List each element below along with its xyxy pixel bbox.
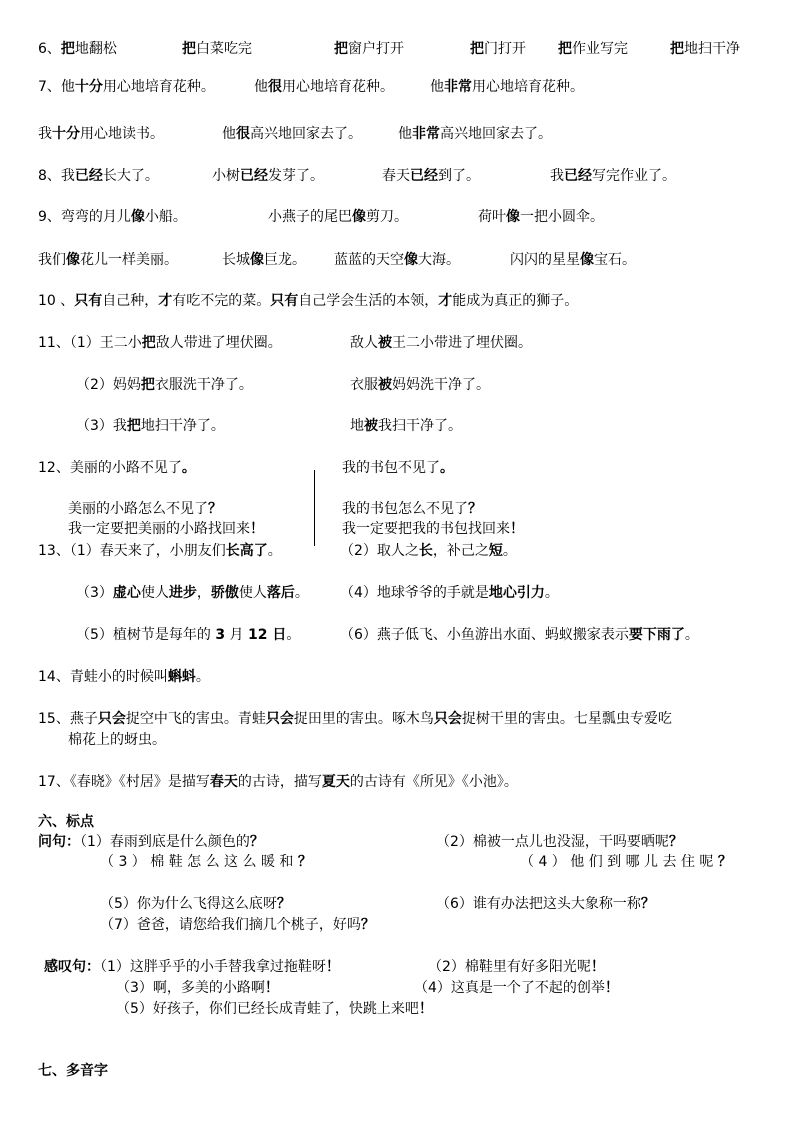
text-run: 自己学会生活的本领， (298, 293, 439, 309)
bold-text: ！ (510, 521, 524, 537)
text-line-l8-part-1 (212, 167, 324, 186)
bold-text: 夏天 (321, 774, 350, 790)
bold-text: 落后 (266, 585, 295, 601)
bold-text: 问句： (38, 834, 80, 850)
text-run: 6、 (38, 41, 61, 57)
bold-text: 短 (488, 543, 503, 559)
text-run: 他 (222, 126, 236, 142)
bold-text: 只会 (265, 711, 294, 727)
text-line-l11b-part-1 (350, 376, 490, 395)
text-line-l17-part-0 (38, 773, 518, 792)
bold-text: 地心引力 (488, 585, 545, 601)
bold-text: 被 (364, 418, 378, 434)
bold-text: 感叹句： (44, 959, 100, 975)
text-run: 使人 (238, 585, 267, 601)
bold-text: 把 (182, 41, 196, 57)
bold-text: ！ (264, 980, 279, 996)
bold-text: 像 (506, 209, 520, 225)
text-run: 高兴地回家去了。 (440, 126, 552, 142)
text-run: 高兴地回家去了。 (250, 126, 362, 142)
text-run: 地扫干净 (684, 41, 740, 57)
text-line-l13c-part-1 (340, 626, 699, 645)
text-run: 到了。 (438, 168, 480, 184)
text-run: （4）地球爷爷的手就是 (340, 585, 489, 601)
text-line-e2-part-1 (414, 979, 619, 998)
text-run: 大海。 (418, 252, 460, 268)
bold-text: 非常 (444, 79, 472, 95)
bold-text: 被 (378, 377, 392, 393)
text-line-l11b-part-0 (76, 376, 253, 395)
bold-text: 只会 (97, 711, 126, 727)
bold-text: 已经 (410, 168, 438, 184)
text-line-l9b-part-3 (510, 251, 636, 270)
text-line-l9b-part-1 (222, 251, 306, 270)
text-run: 。 (544, 585, 559, 601)
bold-text: ！ (604, 980, 619, 996)
text-run: 能成为真正的狮子。 (452, 293, 579, 309)
text-run: 的古诗有《所见》《小池》。 (349, 774, 518, 790)
bold-text: 进步 (168, 585, 197, 601)
text-run: （5）你为什么飞得这么底呀 (100, 896, 277, 912)
bold-text: 把 (470, 41, 484, 57)
text-line-l8-part-0 (38, 167, 159, 186)
bold-text: 把 (141, 335, 156, 351)
text-run: （5）植树节是每年的 (76, 627, 216, 643)
bold-text: 把 (60, 41, 75, 57)
text-run: 我的书包不见了 (342, 460, 440, 476)
bold-text: 被 (378, 335, 392, 351)
text-run: 一把小圆伞。 (520, 209, 604, 225)
bold-text: 才 (438, 293, 453, 309)
bold-text: ？ (668, 834, 683, 850)
text-run: 小树 (212, 168, 240, 184)
text-line-l9-part-0 (38, 208, 187, 227)
text-run: 地翻松 (74, 41, 117, 57)
bold-text: 虚心 (112, 585, 141, 601)
text-run: 13、（1）春天来了，小朋友们 (38, 543, 226, 559)
text-run: 剪刀。 (366, 209, 408, 225)
text-run: 我一定要把我的书包找回来 (342, 521, 510, 537)
bold-text: ？ (640, 896, 655, 912)
text-line-q2-part-1 (520, 853, 732, 872)
text-run: （ 3 ） 棉 鞋 怎 么 这 么 暖 和 (100, 854, 298, 870)
text-run: 宝石。 (594, 252, 636, 268)
text-run: 15、燕子 (38, 711, 98, 727)
bold-text: ！ (590, 959, 605, 975)
text-run: （2）棉被一点儿也没湿，干吗要晒呢 (436, 834, 669, 850)
bold-text: 像 (404, 252, 418, 268)
text-run: 。 (286, 627, 301, 643)
text-line-e3-part-0 (116, 1000, 433, 1019)
text-run: （ 4 ） 他 们 到 哪 儿 去 住 呢 (520, 854, 718, 870)
text-line-l7b-part-2 (398, 125, 552, 144)
text-run: 小燕子的尾巴 (268, 209, 352, 225)
text-line-l11c-part-1 (350, 417, 462, 436)
bold-text: 已经 (74, 168, 103, 184)
text-run: （3）我 (76, 418, 127, 434)
text-line-l8-part-3 (550, 167, 676, 186)
text-run: 长城 (222, 252, 250, 268)
text-run: （1）这胖乎乎的小手替我拿过拖鞋呀 (100, 959, 326, 975)
text-line-l6-part-0 (38, 40, 117, 59)
text-run: （1）春雨到底是什么颜色的 (80, 834, 250, 850)
text-run: 。 (502, 543, 517, 559)
text-run: 。 (267, 543, 282, 559)
text-run: 月 (225, 627, 249, 643)
text-line-l6-part-4 (558, 40, 628, 59)
bold-text: ！ (418, 1001, 433, 1017)
bold-text: ？ (276, 896, 291, 912)
text-run: 12、美丽的小路不见了 (38, 460, 182, 476)
text-run: 用心地培育花种。 (102, 79, 215, 95)
text-line-l9b-part-2 (334, 251, 460, 270)
text-line-l11a-part-1 (350, 334, 532, 353)
text-line-q3-part-1 (436, 895, 655, 914)
text-run: （2）取人之 (340, 543, 419, 559)
text-line-l9-part-2 (478, 208, 604, 227)
bold-text: 像 (250, 252, 264, 268)
text-run: 8、我 (38, 168, 75, 184)
text-line-l13a-part-1 (340, 542, 517, 561)
bold-text: 蝌蚪 (167, 669, 196, 685)
text-run: （3）啊，多美的小路啊 (116, 980, 265, 996)
text-line-l13c-part-0 (76, 626, 300, 645)
text-line-l12c-part-0 (68, 520, 264, 539)
text-line-q4-part-0 (100, 916, 375, 935)
text-run: 11、（1）王二小 (38, 335, 142, 351)
bold-text: 像 (352, 209, 366, 225)
bold-text: 。 (181, 460, 196, 476)
text-line-l13b-part-1 (340, 584, 559, 603)
text-line-q1-part-1 (436, 833, 683, 852)
text-line-l13a-part-0 (38, 542, 282, 561)
text-run: 我们 (38, 252, 66, 268)
bold-text: ？ (717, 854, 732, 870)
text-run: 蓝蓝的天空 (334, 252, 404, 268)
text-run: （2）妈妈 (76, 377, 141, 393)
text-run: 使人 (140, 585, 169, 601)
text-line-l7-part-2 (430, 78, 584, 97)
text-line-l14-part-0 (38, 668, 210, 687)
text-line-q2-part-0 (100, 853, 312, 872)
text-run: 荷叶 (478, 209, 506, 225)
text-run: （2）棉鞋里有好多阳光呢 (428, 959, 591, 975)
text-line-l6-part-1 (182, 40, 252, 59)
bold-text: 像 (66, 252, 80, 268)
text-line-l11c-part-0 (76, 417, 225, 436)
text-run: 作业写完 (572, 41, 628, 57)
text-run: 9、弯弯的月儿 (38, 209, 131, 225)
text-run: 7、他 (38, 79, 75, 95)
text-run: 我一定要把美丽的小路找回来 (68, 521, 250, 537)
bold-text: 很 (236, 126, 250, 142)
text-run: ，补己之 (432, 543, 489, 559)
text-line-e1-part-1 (428, 958, 605, 977)
text-line-q1-part-0 (38, 833, 264, 852)
text-line-l7b-part-0 (38, 125, 164, 144)
bold-text: 。 (440, 460, 454, 476)
text-run: 14、青蛙小的时候叫 (38, 669, 168, 685)
bold-text: 才 (158, 293, 173, 309)
text-run: 棉花上的蚜虫。 (68, 732, 166, 748)
text-run: 王二小带进了埋伏圈。 (392, 335, 532, 351)
text-run: 我 (550, 168, 564, 184)
text-line-l6-part-2 (334, 40, 404, 59)
bold-text: 3 (215, 627, 226, 643)
text-line-l13b-part-0 (76, 584, 309, 603)
bold-text: 12 (248, 627, 268, 643)
bold-text: 六、标点 (38, 814, 94, 830)
text-run: 他 (254, 79, 268, 95)
text-run: 用心地读书。 (80, 126, 164, 142)
text-run: 捉空中飞的害虫。青蛙 (125, 711, 266, 727)
text-line-l8-part-2 (382, 167, 480, 186)
text-run: （7）爸爸，请您给我们摘几个桃子，好吗 (100, 917, 361, 933)
text-line-l7b-part-1 (222, 125, 362, 144)
bold-text: 骄傲 (210, 585, 239, 601)
bold-text: ？ (297, 854, 312, 870)
text-run: 他 (430, 79, 444, 95)
text-run: 窗户打开 (348, 41, 404, 57)
text-run: 17、《春晓》《村居》是描写 (38, 774, 210, 790)
text-run: （6）谁有办法把这头大象称一称 (436, 896, 641, 912)
bold-text: 十分 (74, 79, 103, 95)
text-run: 敌人带进了埋伏圈。 (155, 335, 282, 351)
text-line-l12b-part-1 (342, 500, 482, 519)
text-run: 地扫干净了。 (140, 418, 225, 434)
text-run: 写完作业了。 (592, 168, 676, 184)
bold-text: 把 (140, 377, 155, 393)
text-run: 衣服 (350, 377, 378, 393)
bold-text: 把 (126, 418, 141, 434)
text-run: 闪闪的星星 (510, 252, 580, 268)
text-run: （3） (76, 585, 113, 601)
bold-text: 只会 (433, 711, 462, 727)
text-line-l6-part-3 (470, 40, 526, 59)
bold-text: 把 (334, 41, 348, 57)
text-line-l10-part-0 (38, 292, 578, 311)
bold-text: 长高了 (225, 543, 268, 559)
bold-text: ？ (208, 501, 222, 517)
bold-text: 把 (670, 41, 684, 57)
text-run: ， (196, 585, 211, 601)
text-line-l11a-part-0 (38, 334, 282, 353)
text-run: 发芽了。 (268, 168, 324, 184)
bold-text: ？ (468, 501, 482, 517)
bold-text: 已经 (564, 168, 592, 184)
bold-text: 春天 (209, 774, 238, 790)
bold-text: 七、多音字 (38, 1063, 108, 1079)
text-line-e2-part-0 (116, 979, 279, 998)
bold-text: ！ (325, 959, 340, 975)
bold-text: 非常 (412, 126, 440, 142)
bold-text: 十分 (52, 126, 80, 142)
bold-text: 只有 (74, 293, 103, 309)
text-run: 小船。 (144, 209, 187, 225)
text-run: 门打开 (484, 41, 526, 57)
text-run: 的古诗，描写 (237, 774, 322, 790)
text-run: （5）好孩子，你们已经长成青蛙了，快跳上来吧 (116, 1001, 419, 1017)
text-run: 自己种， (102, 293, 159, 309)
text-line-l6-part-5 (670, 40, 740, 59)
bold-text: 把 (558, 41, 572, 57)
text-run: 巨龙。 (264, 252, 306, 268)
bold-text: 要下雨了 (628, 627, 685, 643)
column-divider (314, 470, 315, 546)
bold-text: 长 (418, 543, 433, 559)
text-line-l9-part-1 (268, 208, 408, 227)
text-run: 我 (38, 126, 52, 142)
text-line-l12a-part-0 (38, 459, 196, 478)
text-run: 我扫干净了。 (378, 418, 462, 434)
text-run: 长大了。 (102, 168, 159, 184)
text-line-l7-part-0 (38, 78, 215, 97)
text-line-h6-part-0 (38, 813, 94, 832)
text-line-l15b-part-0 (68, 731, 166, 750)
text-run: 春天 (382, 168, 410, 184)
text-run: 衣服洗干净了。 (154, 377, 253, 393)
bold-text: ？ (249, 834, 264, 850)
text-run: 花儿一样美丽。 (80, 252, 178, 268)
text-line-l12a-part-1 (342, 459, 454, 478)
text-run: 敌人 (350, 335, 378, 351)
text-line-e1-part-0 (44, 958, 340, 977)
text-run: 用心地培育花种。 (472, 79, 584, 95)
bold-text: 像 (580, 252, 594, 268)
text-run: 。 (195, 669, 210, 685)
bold-text: 日 (267, 627, 287, 643)
text-line-l15-part-0 (38, 710, 672, 729)
text-run: （4）这真是一个了不起的创举 (414, 980, 605, 996)
text-line-l12c-part-1 (342, 520, 524, 539)
text-line-l12b-part-0 (68, 500, 222, 519)
text-run: （6）燕子低飞、小鱼游出水面、蚂蚁搬家表示 (340, 627, 629, 643)
text-run: 他 (398, 126, 412, 142)
text-line-l7-part-1 (254, 78, 394, 97)
text-run: 美丽的小路怎么不见了 (68, 501, 208, 517)
text-run: 捉树干里的害虫。七星瓢虫专爱吃 (461, 711, 672, 727)
bold-text: ！ (250, 521, 264, 537)
text-run: 10 、 (38, 293, 75, 309)
bold-text: 像 (130, 209, 145, 225)
text-run: 地 (350, 418, 364, 434)
text-run: 妈妈洗干净了。 (392, 377, 490, 393)
text-line-h7-part-0 (38, 1062, 108, 1081)
text-run: 捉田里的害虫。啄木鸟 (293, 711, 434, 727)
text-run: 白菜吃完 (196, 41, 252, 57)
text-run: 用心地培育花种。 (282, 79, 394, 95)
text-run: 。 (684, 627, 699, 643)
bold-text: ？ (360, 917, 375, 933)
text-run: 我的书包怎么不见了 (342, 501, 468, 517)
bold-text: 只有 (270, 293, 299, 309)
bold-text: 已经 (240, 168, 268, 184)
text-run: 。 (294, 585, 309, 601)
bold-text: 很 (268, 79, 282, 95)
text-run: 有吃不完的菜。 (172, 293, 271, 309)
text-line-q3-part-0 (100, 895, 291, 914)
text-line-l9b-part-0 (38, 251, 178, 270)
